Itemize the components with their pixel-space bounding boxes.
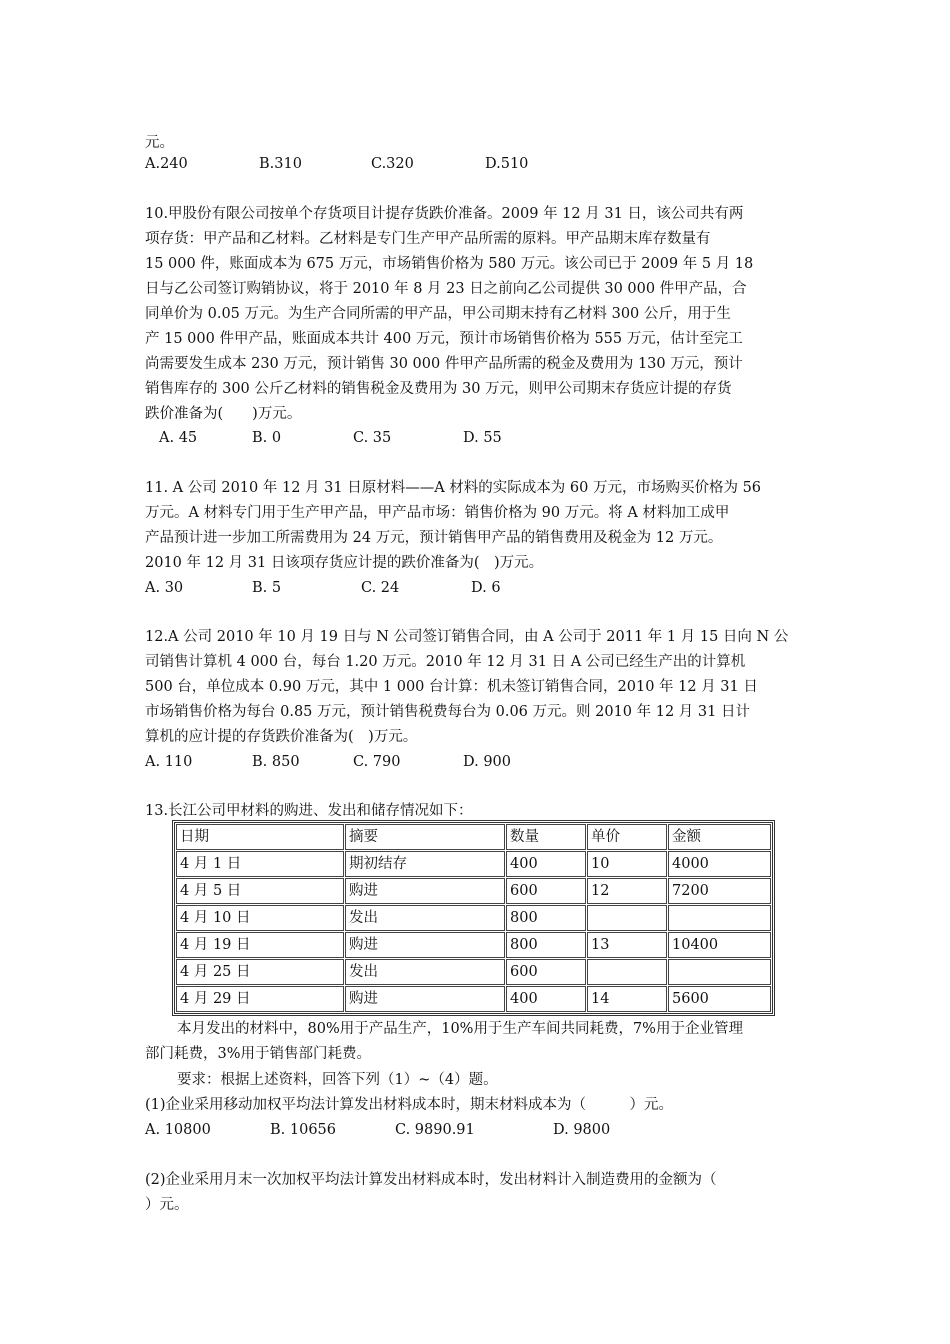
q10-option-d: D. 55 [463, 430, 502, 446]
q9-option-a: A.240 [145, 156, 188, 172]
cell-date: 4 月 29 日 [176, 986, 344, 1012]
cell-date: 4 月 5 日 [176, 878, 344, 904]
q10-line: 项存货：甲产品和乙材料。乙材料是专门生产甲产品所需的原料。甲产品期末库存数量有 [145, 231, 711, 247]
q13-sub1-option-c: C. 9890.91 [395, 1122, 475, 1138]
cell-date: 4 月 10 日 [176, 905, 344, 931]
q13-sub2-line: ）元。 [145, 1197, 189, 1213]
q13-intro: 13.长江公司甲材料的购进、发出和储存情况如下： [145, 803, 473, 819]
q9-option-c: C.320 [371, 156, 414, 172]
table-row [176, 851, 771, 877]
q10-line: 产 15 000 件甲产品，账面成本共计 400 万元，预计市场销售价格为 555 万元，估计至完工 [145, 331, 743, 347]
cell-date: 4 月 25 日 [176, 959, 344, 985]
q10-line: 同单价为 0.05 万元。为生产合同所需的甲产品，甲公司期末持有乙材料 300 公斤，用于生 [145, 306, 731, 322]
cell-quantity: 400 [506, 986, 586, 1012]
q10-option-c: C. 35 [353, 430, 392, 446]
q12-option-c: C. 790 [353, 754, 401, 770]
table-row [176, 905, 771, 931]
q10-option-b: B. 0 [252, 430, 282, 446]
header-summary: 摘要 [345, 824, 505, 850]
q12-line: 500 台，单位成本 0.90 万元，其中 1 000 台计算：机未签订销售合同，2010 年 12 月 31 日 [145, 679, 758, 695]
header-quantity: 数量 [506, 824, 586, 850]
q13-requirement: 要求：根据上述资料，回答下列（1）~（4）题。 [177, 1072, 498, 1088]
q13-sub1-option-d: D. 9800 [553, 1122, 611, 1138]
cell-unit-price: 14 [587, 986, 667, 1012]
q9-option-b: B.310 [259, 156, 302, 172]
q13-sub1-option-a: A. 10800 [145, 1122, 211, 1138]
q11-line: 2010 年 12 月 31 日该项存货应计提的跌价准备为( )万元。 [145, 555, 544, 571]
cell-unit-price: 12 [587, 878, 667, 904]
material-table [172, 820, 775, 1016]
table-row [176, 932, 771, 958]
q12-line: 12.A 公司 2010 年 10 月 19 日与 N 公司签订销售合同，由 A 公司于 2011 年 1 月 15 日向 N 公 [145, 629, 789, 645]
header-date: 日期 [176, 824, 344, 850]
cell-summary: 购进 [345, 986, 505, 1012]
q10-line: 日与乙公司签订购销协议，将于 2010 年 8 月 23 日之前向乙公司提供 30 000 件甲产品，合 [145, 281, 747, 297]
cell-quantity: 800 [506, 905, 586, 931]
q10-line: 销售库存的 300 公斤乙材料的销售税金及费用为 30 万元，则甲公司期末存货应计提的存货 [145, 381, 732, 397]
cell-amount: 5600 [668, 986, 771, 1012]
cell-date: 4 月 19 日 [176, 932, 344, 958]
cell-unit-price [587, 905, 667, 931]
q13-sub1-option-b: B. 10656 [270, 1122, 337, 1138]
cell-amount [668, 959, 771, 985]
table-row [176, 986, 771, 1012]
cell-summary: 发出 [345, 959, 505, 985]
cell-unit-price [587, 959, 667, 985]
table-row [176, 878, 771, 904]
cell-quantity: 600 [506, 878, 586, 904]
cell-quantity: 600 [506, 959, 586, 985]
q10-line: 10.甲股份有限公司按单个存货项目计提存货跌价准备。2009 年 12 月 31 日，该公司共有两 [145, 206, 744, 222]
q9-tail-text: 元。 [145, 135, 174, 151]
q11-option-a: A. 30 [145, 580, 184, 596]
cell-summary: 发出 [345, 905, 505, 931]
q12-option-b: B. 850 [252, 754, 300, 770]
q12-option-a: A. 110 [145, 754, 193, 770]
q13-usage-line: 本月发出的材料中，80%用于产品生产，10%用于生产车间共同耗费，7%用于企业管理 [177, 1021, 743, 1037]
cell-summary: 购进 [345, 878, 505, 904]
q10-line: 尚需要发生成本 230 万元，预计销售 30 000 件甲产品所需的税金及费用为 130 万元，预计 [145, 356, 743, 372]
cell-summary: 购进 [345, 932, 505, 958]
q10-line: 跌价准备为( )万元。 [145, 406, 302, 422]
q11-option-b: B. 5 [252, 580, 282, 596]
q13-sub2-line: (2)企业采用月末一次加权平均法计算发出材料成本时，发出材料计入制造费用的金额为（ [145, 1172, 717, 1188]
cell-amount: 10400 [668, 932, 771, 958]
header-unit-price: 单价 [587, 824, 667, 850]
q12-line: 司销售计算机 4 000 台，每台 1.20 万元。2010 年 12 月 31 日 A 公司已经生产出的计算机 [145, 654, 746, 670]
cell-date: 4 月 1 日 [176, 851, 344, 877]
cell-summary: 期初结存 [345, 851, 505, 877]
q13-sub1-text: (1)企业采用移动加权平均法计算发出材料成本时，期末材料成本为（ ）元。 [145, 1097, 674, 1113]
table-header-row [176, 824, 771, 850]
q12-line: 算机的应计提的存货跌价准备为( )万元。 [145, 729, 418, 745]
cell-amount: 7200 [668, 878, 771, 904]
cell-amount: 4000 [668, 851, 771, 877]
q9-option-d: D.510 [485, 156, 529, 172]
q12-option-d: D. 900 [463, 754, 512, 770]
q11-line: 万元。A 材料专门用于生产甲产品，甲产品市场：销售价格为 90 万元。将 A 材料加工成甲 [145, 505, 730, 521]
cell-quantity: 400 [506, 851, 586, 877]
cell-amount [668, 905, 771, 931]
q13-usage-line: 部门耗费，3%用于销售部门耗费。 [145, 1046, 372, 1062]
q10-line: 15 000 件，账面成本为 675 万元，市场销售价格为 580 万元。该公司已于 2009 年 5 月 18 [145, 256, 754, 272]
cell-unit-price: 10 [587, 851, 667, 877]
q11-option-c: C. 24 [361, 580, 400, 596]
cell-quantity: 800 [506, 932, 586, 958]
q12-line: 市场销售价格为每台 0.85 万元，预计销售税费每台为 0.06 万元。则 2010 年 12 月 31 日计 [145, 704, 750, 720]
header-amount: 金额 [668, 824, 771, 850]
table-row [176, 959, 771, 985]
q10-option-a: A. 45 [159, 430, 198, 446]
q11-option-d: D. 6 [471, 580, 501, 596]
q11-line: 产品预计进一步加工所需费用为 24 万元，预计销售甲产品的销售费用及税金为 12 万元。 [145, 530, 723, 546]
cell-unit-price: 13 [587, 932, 667, 958]
q11-line: 11. A 公司 2010 年 12 月 31 日原材料——A 材料的实际成本为 60 万元，市场购买价格为 56 [145, 480, 762, 496]
